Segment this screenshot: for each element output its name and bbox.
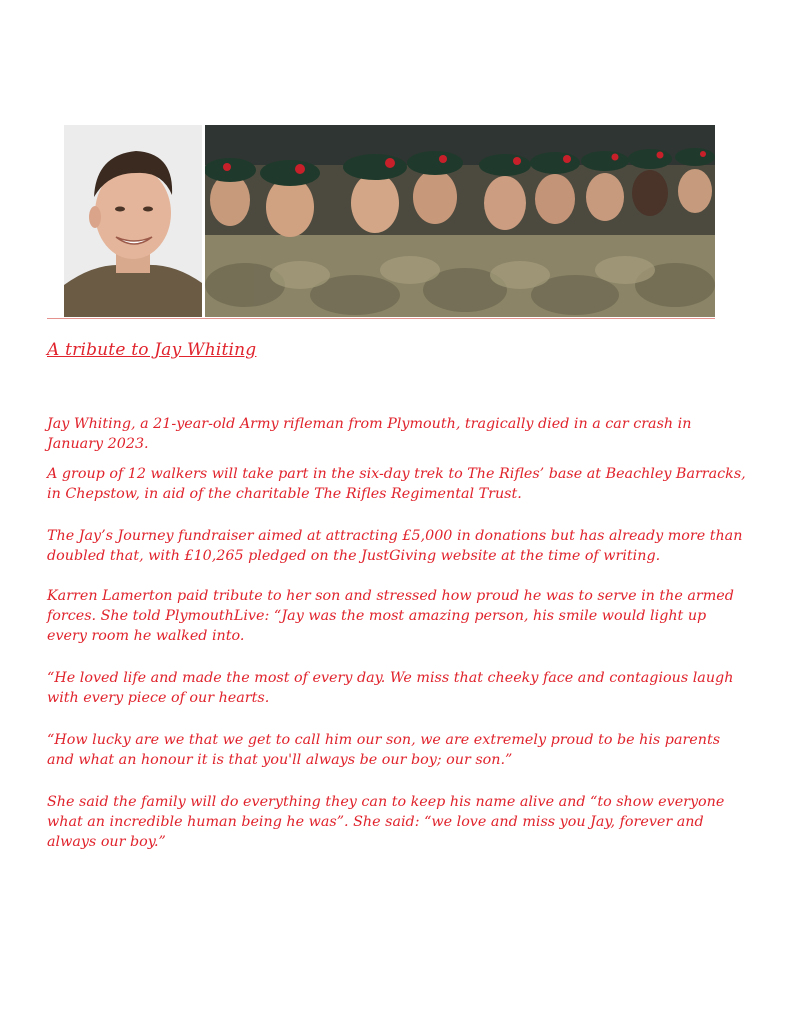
article-body	[47, 414, 747, 852]
header-divider	[47, 318, 715, 319]
paragraph: The Jay’s Journey fundraiser aimed at attracting £5,000 in donations but has already more than doubled that, with £10,265 pledged on the JustGiving website at the time of writing.	[47, 528, 743, 564]
paragraph: Jay Whiting, a 21-year-old Army rifleman from Plymouth, tragically died in a car crash in January 2023.	[47, 416, 692, 452]
page-title: A tribute to Jay Whiting	[47, 340, 257, 360]
troops-photo	[205, 125, 715, 317]
troops-image	[205, 125, 715, 317]
paragraph: “How lucky are we that we get to call him our son, we are extremely proud to be his parents and what an honour it is that you'll always be our boy; our son.”	[47, 732, 721, 768]
portrait-photo	[64, 125, 202, 317]
paragraph: Karren Lamerton paid tribute to her son and stressed how proud he was to serve in the armed forces. She told PlymouthLive: “Jay was the most amazing person, his smile would light up every room he walked into.	[47, 588, 734, 644]
paragraph: She said the family will do everything they can to keep his name alive and “to show everyone what an incredible human being he was”. She said: “we love and miss you Jay, forever and always our boy.”	[47, 794, 725, 850]
portrait-image	[64, 125, 202, 317]
paragraph: “He loved life and made the most of every day. We miss that cheeky face and contagious laugh with every piece of our hearts.	[47, 670, 734, 706]
paragraph: A group of 12 walkers will take part in the six-day trek to The Rifles’ base at Beachley Barracks, in Chepstow, in aid of the charitable The Rifles Regimental Trust.	[47, 466, 746, 502]
